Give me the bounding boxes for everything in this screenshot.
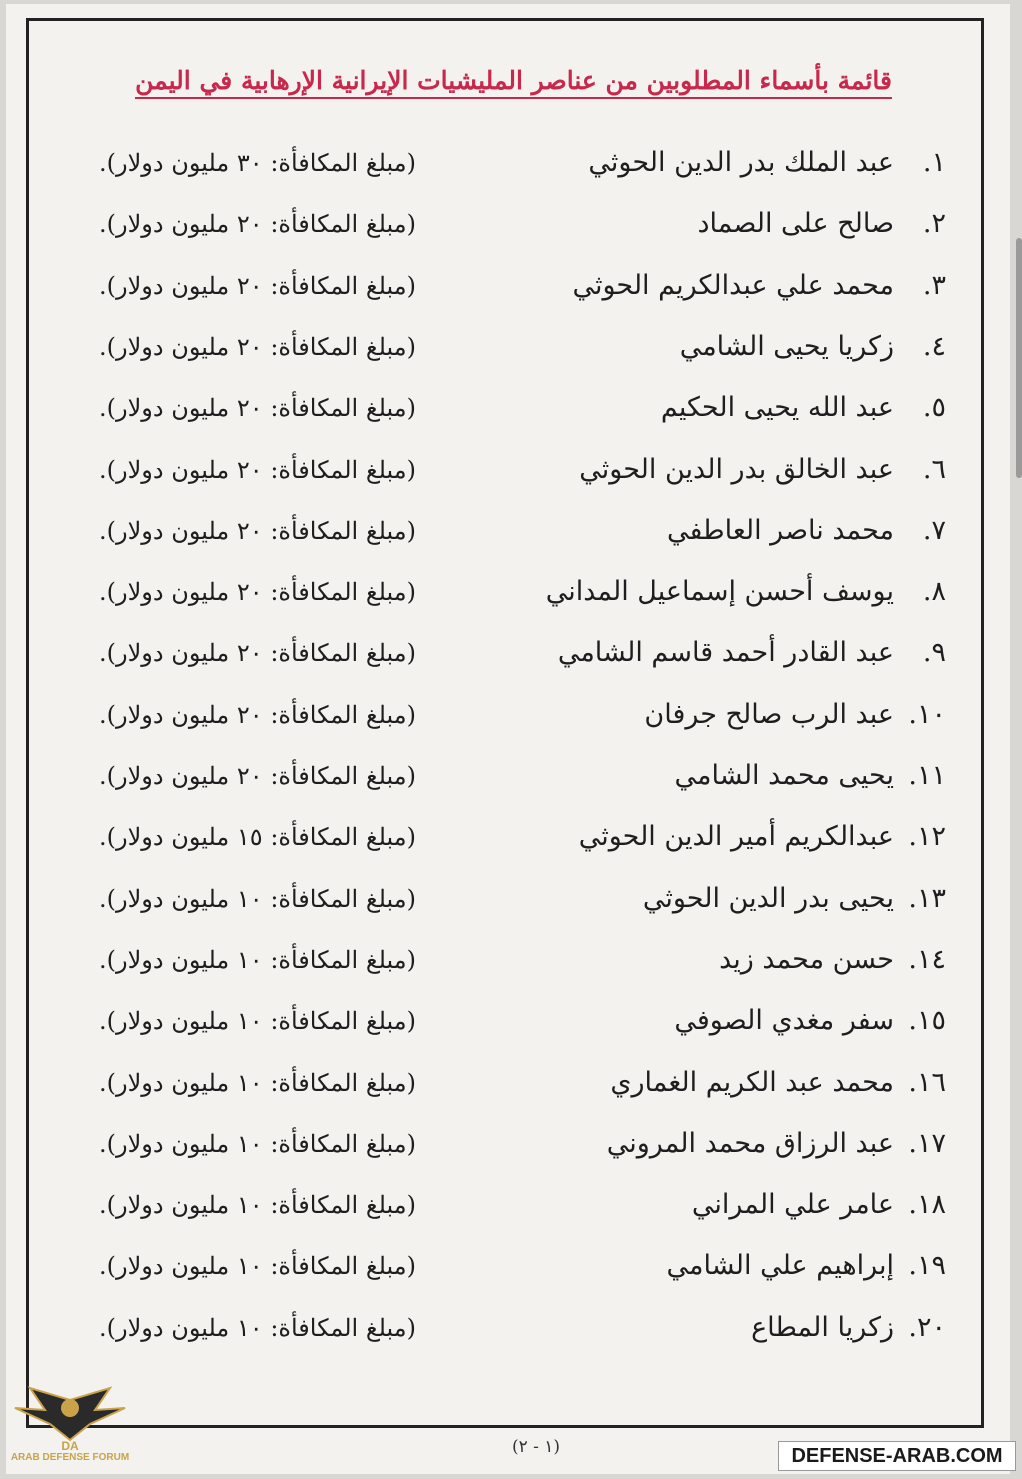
item-number: ١٥.: [908, 1005, 946, 1036]
item-number: ٩.: [922, 637, 946, 668]
list-item: [46, 384, 946, 432]
reward-amount: (مبلغ المكافأة: ٢٠ مليون دولار).: [99, 394, 416, 422]
name-text: محمد عبد الكريم الغماري: [610, 1067, 894, 1098]
reward-amount: (مبلغ المكافأة: ٢٠ مليون دولار).: [99, 578, 416, 606]
list-item: [46, 752, 946, 800]
wanted-name: [526, 1242, 946, 1290]
document-sheet: [6, 4, 1010, 1474]
eagle-icon: [10, 1380, 130, 1452]
name-text: عبد الرب صالح جرفان: [644, 699, 894, 730]
item-number: ١.: [922, 147, 946, 178]
reward-amount: (مبلغ المكافأة: ٣٠ مليون دولار).: [99, 149, 416, 177]
wanted-name: [526, 936, 946, 984]
reward-amount: (مبلغ المكافأة: ٢٠ مليون دولار).: [99, 517, 416, 545]
list-item: [46, 936, 946, 984]
reward-amount: (مبلغ المكافأة: ٢٠ مليون دولار).: [99, 456, 416, 484]
item-number: ٧.: [922, 515, 946, 546]
name-text: عامر علي المراني: [691, 1189, 894, 1220]
list-item: [46, 813, 946, 861]
name-text: عبد الخالق بدر الدين الحوثي: [579, 454, 894, 485]
name-text: عبد الله يحيى الحكيم: [660, 392, 894, 423]
forum-logo: [10, 1380, 130, 1475]
reward-amount: (مبلغ المكافأة: ١٠ مليون دولار).: [99, 1069, 416, 1097]
name-text: صالح على الصماد: [697, 208, 894, 239]
name-text: محمد علي عبدالكريم الحوثي: [572, 270, 894, 301]
item-number: ٤.: [922, 331, 946, 362]
document-title: [32, 64, 892, 98]
item-number: ١٦.: [908, 1067, 946, 1098]
list-item: [46, 139, 946, 187]
wanted-name: [526, 507, 946, 555]
name-text: عبد الرزاق محمد المروني: [606, 1128, 894, 1159]
item-number: ١٣.: [908, 883, 946, 914]
wanted-name: [526, 1059, 946, 1107]
list-item: [46, 875, 946, 923]
list-item: [46, 997, 946, 1045]
title-text: قائمة بأسماء المطلوبين من عناصر المليشيات الإيرانية الإرهابية في اليمن: [135, 66, 892, 99]
logo-caption: ARAB DEFENSE FORUM: [10, 1452, 130, 1463]
page-number: (١ - ٢): [511, 1437, 561, 1457]
list-item: [46, 1059, 946, 1107]
name-text: عبدالكريم أمير الدين الحوثي: [578, 821, 894, 852]
item-number: ٦.: [922, 454, 946, 485]
list-item: [46, 262, 946, 310]
list-item: [46, 1181, 946, 1229]
list-item: [46, 200, 946, 248]
name-text: يحيى محمد الشامي: [674, 760, 894, 791]
reward-amount: (مبلغ المكافأة: ١٠ مليون دولار).: [99, 1314, 416, 1342]
reward-amount: (مبلغ المكافأة: ٢٠ مليون دولار).: [99, 210, 416, 238]
name-text: زكريا يحيى الشامي: [679, 331, 894, 362]
name-text: حسن محمد زيد: [719, 944, 894, 975]
reward-amount: (مبلغ المكافأة: ٢٠ مليون دولار).: [99, 333, 416, 361]
wanted-name: [526, 629, 946, 677]
wanted-name: [526, 813, 946, 861]
reward-amount: (مبلغ المكافأة: ١٠ مليون دولار).: [99, 1007, 416, 1035]
reward-amount: (مبلغ المكافأة: ١٠ مليون دولار).: [99, 885, 416, 913]
list-item: [46, 446, 946, 494]
list-item: [46, 629, 946, 677]
wanted-name: [526, 323, 946, 371]
wanted-name: [526, 139, 946, 187]
wanted-name: [526, 1181, 946, 1229]
list-item: [46, 1304, 946, 1352]
wanted-name: [526, 568, 946, 616]
scrollbar[interactable]: [1016, 238, 1022, 478]
item-number: ٢.: [922, 208, 946, 239]
site-watermark: DEFENSE-ARAB.COM: [778, 1441, 1016, 1471]
reward-amount: (مبلغ المكافأة: ١٥ مليون دولار).: [99, 823, 416, 851]
wanted-name: [526, 691, 946, 739]
wanted-name: [526, 200, 946, 248]
name-text: إبراهيم علي الشامي: [666, 1250, 894, 1281]
reward-amount: (مبلغ المكافأة: ٢٠ مليون دولار).: [99, 701, 416, 729]
wanted-name: [526, 875, 946, 923]
item-number: ١٧.: [908, 1128, 946, 1159]
reward-amount: (مبلغ المكافأة: ١٠ مليون دولار).: [99, 1191, 416, 1219]
name-text: سفر مغدي الصوفي: [674, 1005, 894, 1036]
item-number: ١٤.: [908, 944, 946, 975]
wanted-name: [526, 1120, 946, 1168]
list-item: [46, 323, 946, 371]
item-number: ١٨.: [908, 1189, 946, 1220]
item-number: ١٩.: [908, 1250, 946, 1281]
wanted-name: [526, 997, 946, 1045]
wanted-name: [526, 446, 946, 494]
item-number: ٣.: [922, 270, 946, 301]
reward-amount: (مبلغ المكافأة: ١٠ مليون دولار).: [99, 1130, 416, 1158]
item-number: ١١.: [908, 760, 946, 791]
wanted-name: [526, 384, 946, 432]
item-number: ٢٠.: [908, 1312, 946, 1343]
reward-amount: (مبلغ المكافأة: ٢٠ مليون دولار).: [99, 639, 416, 667]
name-text: يوسف أحسن إسماعيل المداني: [545, 576, 894, 607]
name-text: عبد الملك بدر الدين الحوثي: [588, 147, 894, 178]
list-item: [46, 1242, 946, 1290]
reward-amount: (مبلغ المكافأة: ١٠ مليون دولار).: [99, 1252, 416, 1280]
reward-amount: (مبلغ المكافأة: ١٠ مليون دولار).: [99, 946, 416, 974]
item-number: ١٢.: [908, 821, 946, 852]
name-text: عبد القادر أحمد قاسم الشامي: [557, 637, 894, 668]
wanted-name: [526, 752, 946, 800]
item-number: ١٠.: [908, 699, 946, 730]
svg-text:DA: DA: [61, 1439, 79, 1452]
item-number: ٥.: [922, 392, 946, 423]
list-item: [46, 507, 946, 555]
reward-amount: (مبلغ المكافأة: ٢٠ مليون دولار).: [99, 762, 416, 790]
list-item: [46, 1120, 946, 1168]
item-number: ٨.: [922, 576, 946, 607]
wanted-name: [526, 1304, 946, 1352]
list-item: [46, 568, 946, 616]
name-text: يحيى بدر الدين الحوثي: [642, 883, 894, 914]
name-text: محمد ناصر العاطفي: [666, 515, 894, 546]
name-text: زكريا المطاع: [751, 1312, 894, 1343]
reward-amount: (مبلغ المكافأة: ٢٠ مليون دولار).: [99, 272, 416, 300]
wanted-name: [526, 262, 946, 310]
list-item: [46, 691, 946, 739]
